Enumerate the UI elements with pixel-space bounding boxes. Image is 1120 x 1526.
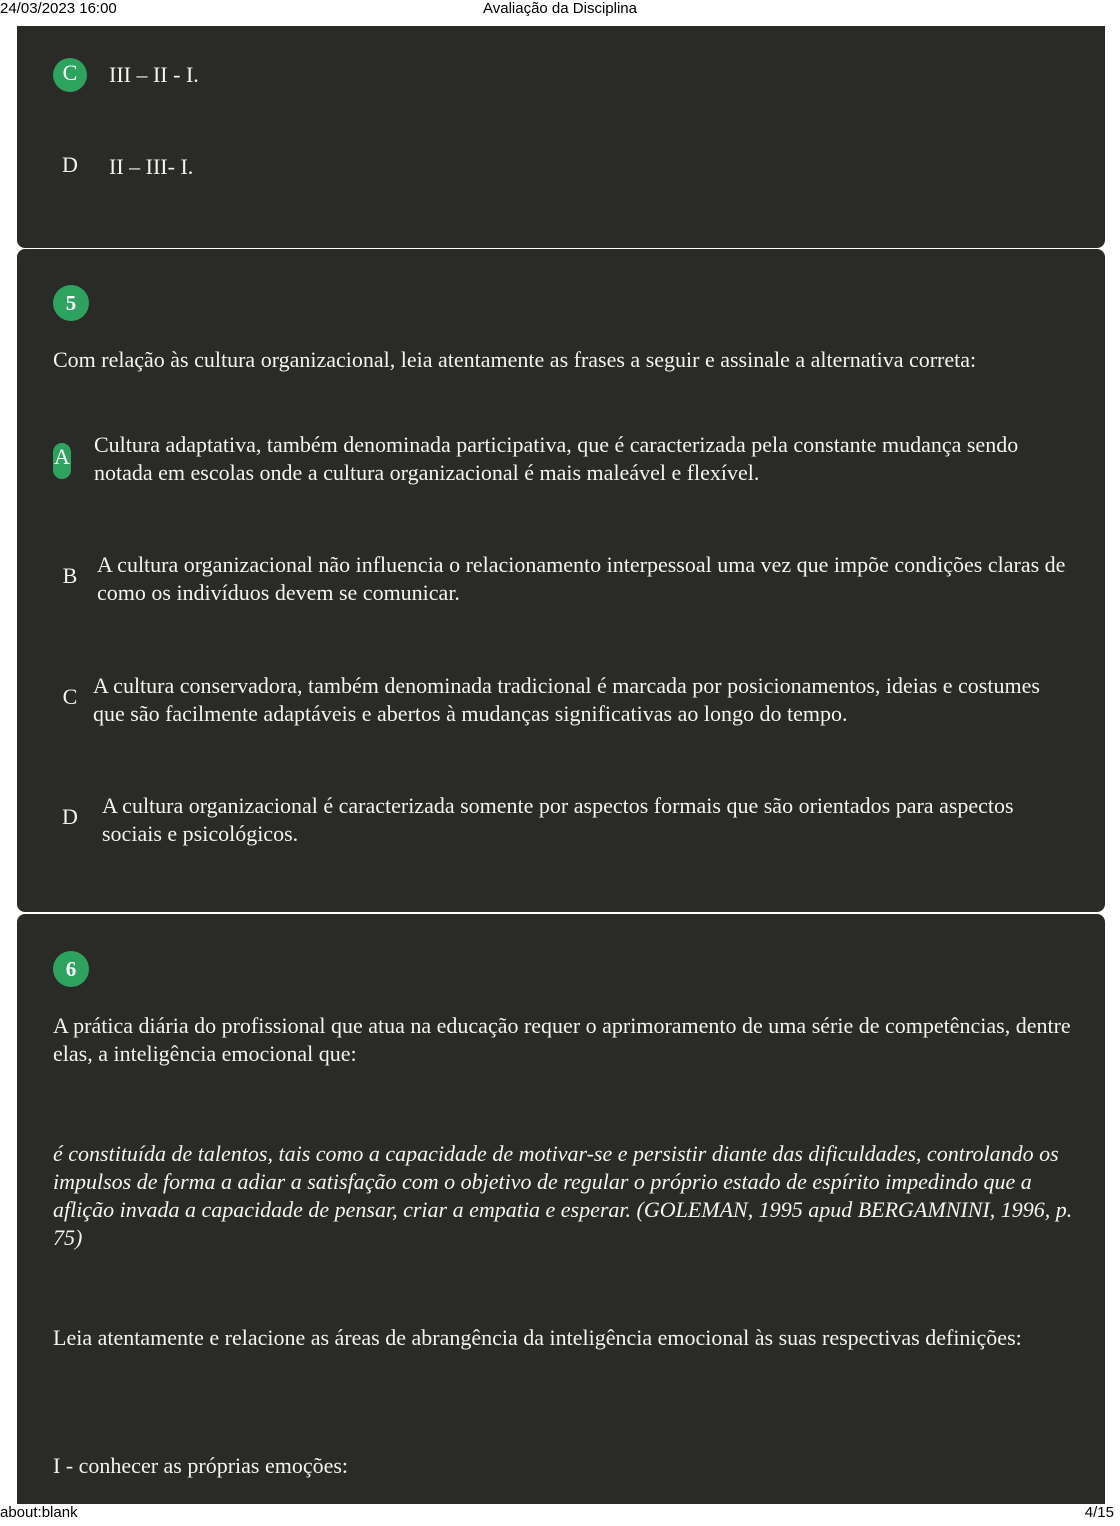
question-intro: A prática diária do profissional que atua na educação requer o aprimoramento de uma série de competências, dentre elas, a inteligência emocional que: [53,1013,1071,1066]
question-quote: é constituída de talentos, tais como a capacidade de motivar-se e persistir diante das dificuldades, controlando os impulsos de forma a adiar a satisfação com o objetivo de regular o próprio estado de espírito impedindo que a aflição invada a capacidade de pensar, criar a empatia e esperar. (GOLEMAN, 1995 apud BERGAMNINI, 1996, p. 75) [53,1141,1073,1250]
option-letter-a: A [53,443,71,479]
option-letter-d: D [62,804,78,829]
option-a[interactable] [53,431,1075,491]
question-4-card [17,26,1105,248]
print-page-number: 4/15 [1084,1504,1114,1521]
option-d[interactable] [53,792,1075,852]
print-url: about:blank [0,1504,78,1521]
print-header [0,0,1120,22]
option-letter-c: C [53,58,87,92]
option-letter-c: C [62,684,78,709]
question-prompt: Com relação às cultura organizacional, leia atentamente as frases a seguir e assinale a alternativa correta: [53,347,977,372]
option-d[interactable] [53,150,1075,184]
print-title: Avaliação da Disciplina [483,0,637,17]
question-item-1: I - conhecer as próprias emoções: [53,1453,349,1478]
question-number-badge: 6 [53,951,89,987]
option-text: II – III- I. [109,154,194,179]
question-instruction: Leia atentamente e relacione as áreas de abrangência da inteligência emocional às suas respectivas definições: [53,1325,1022,1350]
question-6-card [17,914,1105,1504]
question-5-card [17,249,1105,912]
print-datetime: 24/03/2023 16:00 [0,0,117,17]
option-letter-d: D [62,152,78,177]
option-c[interactable] [53,672,1075,732]
option-c[interactable] [53,58,1075,92]
option-b[interactable] [53,551,1075,611]
option-text: Cultura adaptativa, também denominada participativa, que é caracterizada pela constante mudança sendo notada em escolas onde a cultura organizacional é mais maleável e flexível. [94,432,1019,485]
option-letter-b: B [62,563,78,588]
option-text: III – II - I. [109,62,199,87]
option-text: A cultura organizacional não influencia o relacionamento interpessoal uma vez que impõe condições claras de como os indivíduos devem se comunicar. [97,552,1066,605]
option-text: A cultura organizacional é caracterizada somente por aspectos formais que são orientados para aspectos sociais e psicológicos. [102,793,1014,846]
question-number-badge: 5 [53,285,89,321]
option-text: A cultura conservadora, também denominada tradicional é marcada por posicionamentos, ideias e costumes que são facilmente adaptáveis e abertos à mudanças significativas ao longo do tempo. [93,673,1040,726]
print-footer [0,1504,1120,1526]
